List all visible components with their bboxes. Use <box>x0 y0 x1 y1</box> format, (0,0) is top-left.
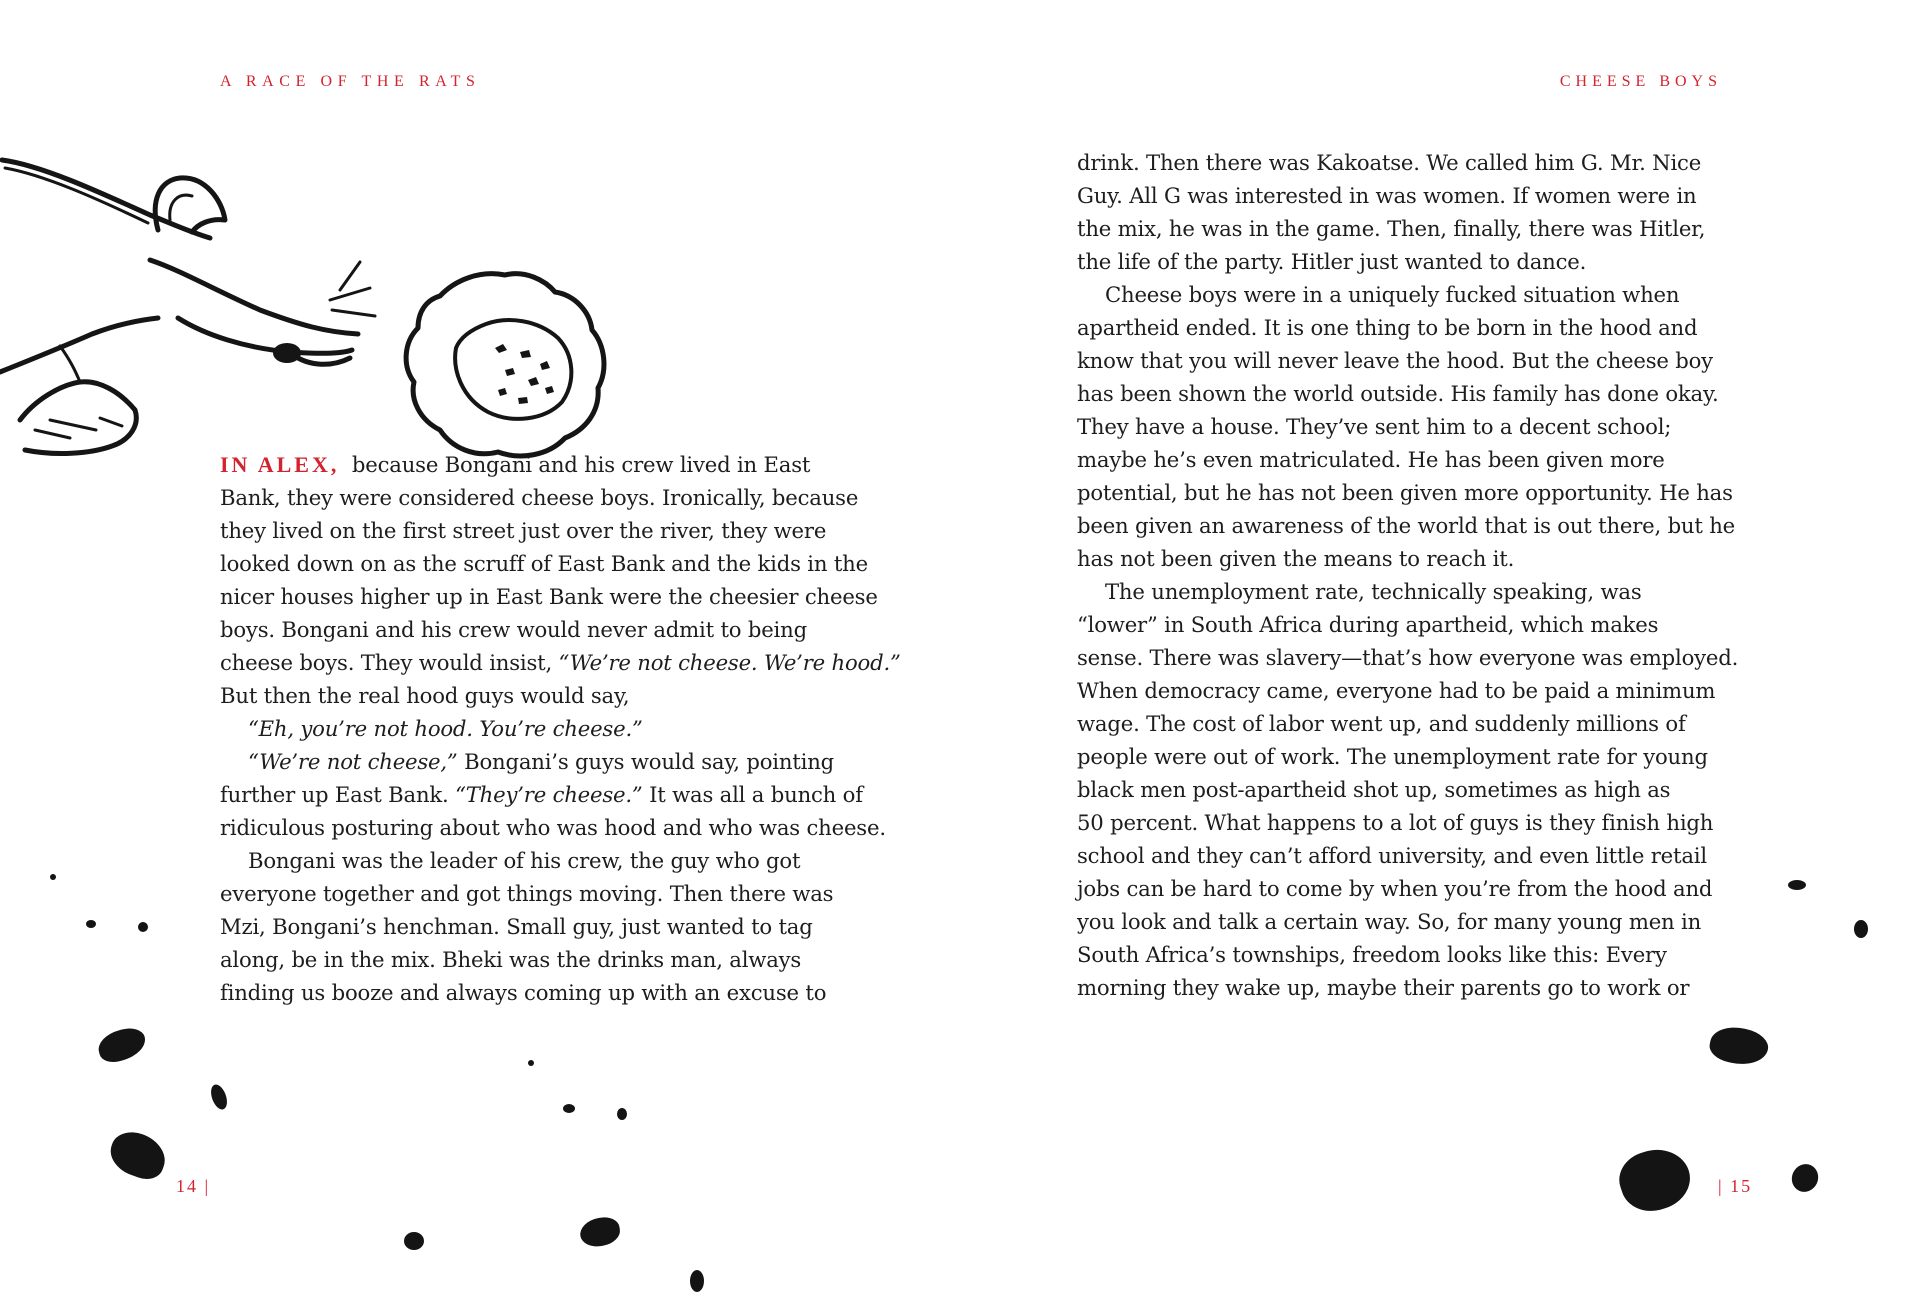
text-segment: boys. Bongani and his crew would never admit to being <box>220 617 807 642</box>
text-line <box>220 580 880 613</box>
text-segment: further up East Bank. <box>220 782 456 807</box>
text-line <box>1077 179 1737 212</box>
ink-crumb <box>578 1215 622 1250</box>
text-segment: you look and talk a certain way. So, for many young men in <box>1077 909 1702 934</box>
text-line <box>1077 344 1737 377</box>
text-segment: Cheese boys were in a uniquely fucked situation when <box>1105 282 1680 307</box>
text-line <box>220 745 880 778</box>
page-number-left: 14 | <box>176 1176 211 1196</box>
text-segment: the mix, he was in the game. Then, finally, there was Hitler, <box>1077 216 1706 241</box>
text-segment: everyone together and got things moving. Then there was <box>220 881 834 906</box>
ink-crumb <box>1788 880 1806 890</box>
text-segment: They have a house. They’ve sent him to a decent school; <box>1077 414 1672 439</box>
ink-crumb <box>208 1082 230 1111</box>
text-segment: But then the real hood guys would say, <box>220 683 630 708</box>
text-line <box>220 811 886 844</box>
ink-crumb <box>105 1126 172 1185</box>
text-segment: morning they wake up, maybe their parents go to work or <box>1077 975 1690 1000</box>
ink-crumb <box>50 874 56 880</box>
text-line <box>1077 311 1737 344</box>
text-segment: school and they can’t afford university, and even little retail <box>1077 843 1707 868</box>
text-line <box>220 646 901 679</box>
text-line <box>1077 377 1737 410</box>
text-segment: Guy. All G was interested in was women. If women were in <box>1077 183 1697 208</box>
text-line <box>1077 278 1737 311</box>
text-segment: the life of the party. Hitler just wanted to dance. <box>1077 249 1587 274</box>
ink-crumb <box>690 1270 704 1292</box>
ink-crumb <box>95 1024 149 1065</box>
text-line <box>1077 806 1737 839</box>
text-segment: potential, but he has not been given more opportunity. He has <box>1077 480 1733 505</box>
text-segment: nicer houses higher up in East Bank were the cheesier cheese <box>220 584 878 609</box>
text-line <box>220 679 880 712</box>
left-page-text <box>220 448 901 1009</box>
text-segment: Mzi, Bongani’s henchman. Small guy, just wanted to tag <box>220 914 813 939</box>
text-line <box>1077 674 1737 707</box>
text-segment: It was all a bunch of <box>642 782 863 807</box>
text-line <box>1077 608 1737 641</box>
text-segment: ridiculous posturing about who was hood and who was cheese. <box>220 815 886 840</box>
italic-text: “Eh, you’re not hood. You’re cheese.” <box>248 716 643 741</box>
ink-crumb <box>86 920 96 928</box>
text-line <box>1077 212 1737 245</box>
text-line <box>1077 245 1737 278</box>
text-segment: looked down on as the scruff of East Bank and the kids in the <box>220 551 868 576</box>
ink-crumb <box>138 922 148 932</box>
ink-crumb <box>528 1060 534 1066</box>
text-segment: Bongani was the leader of his crew, the guy who got <box>248 848 801 873</box>
text-line <box>1077 410 1737 443</box>
page-number-right: | 15 <box>1718 1176 1753 1196</box>
chapter-lead-in: IN ALEX, <box>220 452 340 477</box>
text-segment: because Bongani and his crew lived in East <box>345 452 811 477</box>
text-line <box>1077 872 1737 905</box>
text-segment: Bank, they were considered cheese boys. Ironically, because <box>220 485 859 510</box>
text-line <box>220 547 880 580</box>
text-line <box>1077 641 1737 674</box>
ink-crumb <box>563 1104 575 1113</box>
text-segment: 50 percent. What happens to a lot of guys is they finish high <box>1077 810 1714 835</box>
text-line <box>1077 443 1737 476</box>
text-segment: finding us booze and always coming up with an excuse to <box>220 980 827 1005</box>
ink-crumb <box>404 1232 424 1250</box>
text-segment: “lower” in South Africa during apartheid, which makes <box>1077 612 1659 637</box>
text-line <box>1077 971 1737 1004</box>
text-segment: Bongani’s guys would say, pointing <box>457 749 835 774</box>
text-segment: The unemployment rate, technically speaking, was <box>1105 579 1642 604</box>
text-line <box>220 778 880 811</box>
text-segment: people were out of work. The unemployment rate for young <box>1077 744 1708 769</box>
text-segment: know that you will never leave the hood. But the cheese boy <box>1077 348 1713 373</box>
italic-text: “They’re cheese.” <box>455 782 643 807</box>
text-segment: drink. Then there was Kakoatse. We called him G. Mr. Nice <box>1077 150 1702 175</box>
text-line <box>1077 938 1737 971</box>
text-segment: they lived on the first street just over the river, they were <box>220 518 827 543</box>
text-segment: black men post-apartheid shot up, sometimes as high as <box>1077 777 1671 802</box>
text-segment: South Africa’s townships, freedom looks like this: Every <box>1077 942 1667 967</box>
text-segment: along, be in the mix. Bheki was the drinks man, always <box>220 947 802 972</box>
text-segment: has not been given the means to reach it. <box>1077 546 1515 571</box>
text-line <box>1077 476 1737 509</box>
text-line <box>1077 146 1737 179</box>
text-segment: been given an awareness of the world that is out there, but he <box>1077 513 1736 538</box>
text-line <box>220 481 880 514</box>
text-line <box>1077 905 1737 938</box>
text-line <box>1077 707 1737 740</box>
text-line <box>1077 509 1737 542</box>
text-line <box>220 877 880 910</box>
text-segment: jobs can be hard to come by when you’re from the hood and <box>1077 876 1713 901</box>
text-segment: apartheid ended. It is one thing to be born in the hood and <box>1077 315 1698 340</box>
text-segment: When democracy came, everyone had to be paid a minimum <box>1077 678 1716 703</box>
running-head-right: CHEESE BOYS <box>1559 73 1722 90</box>
ink-crumb <box>1787 1160 1822 1196</box>
ink-crumb <box>1612 1141 1697 1220</box>
text-line <box>1077 740 1737 773</box>
text-line <box>220 910 880 943</box>
text-line <box>220 976 880 1009</box>
text-line <box>220 613 880 646</box>
text-line <box>220 943 880 976</box>
text-line <box>220 448 880 481</box>
text-segment: wage. The cost of labor went up, and suddenly millions of <box>1077 711 1686 736</box>
ink-crumb <box>1854 920 1868 938</box>
ink-crumb <box>1707 1022 1771 1069</box>
text-line <box>1077 575 1737 608</box>
text-line <box>1077 773 1737 806</box>
running-head-left: A RACE OF THE RATS <box>220 73 481 90</box>
italic-text: “We’re not cheese,” <box>248 749 458 774</box>
italic-text: “We’re not cheese. We’re hood.” <box>558 650 901 675</box>
text-segment: has been shown the world outside. His family has done okay. <box>1077 381 1719 406</box>
text-segment: cheese boys. They would insist, <box>220 650 559 675</box>
text-line <box>220 712 880 745</box>
text-line <box>1077 542 1737 575</box>
text-line <box>220 514 880 547</box>
ink-crumb <box>617 1108 627 1120</box>
text-segment: maybe he’s even matriculated. He has been given more <box>1077 447 1665 472</box>
text-line <box>220 844 880 877</box>
right-page-text <box>1077 146 1737 1004</box>
text-segment: sense. There was slavery—that’s how everyone was employed. <box>1077 645 1739 670</box>
text-line <box>1077 839 1737 872</box>
rat-cheese-illustration <box>0 120 640 480</box>
